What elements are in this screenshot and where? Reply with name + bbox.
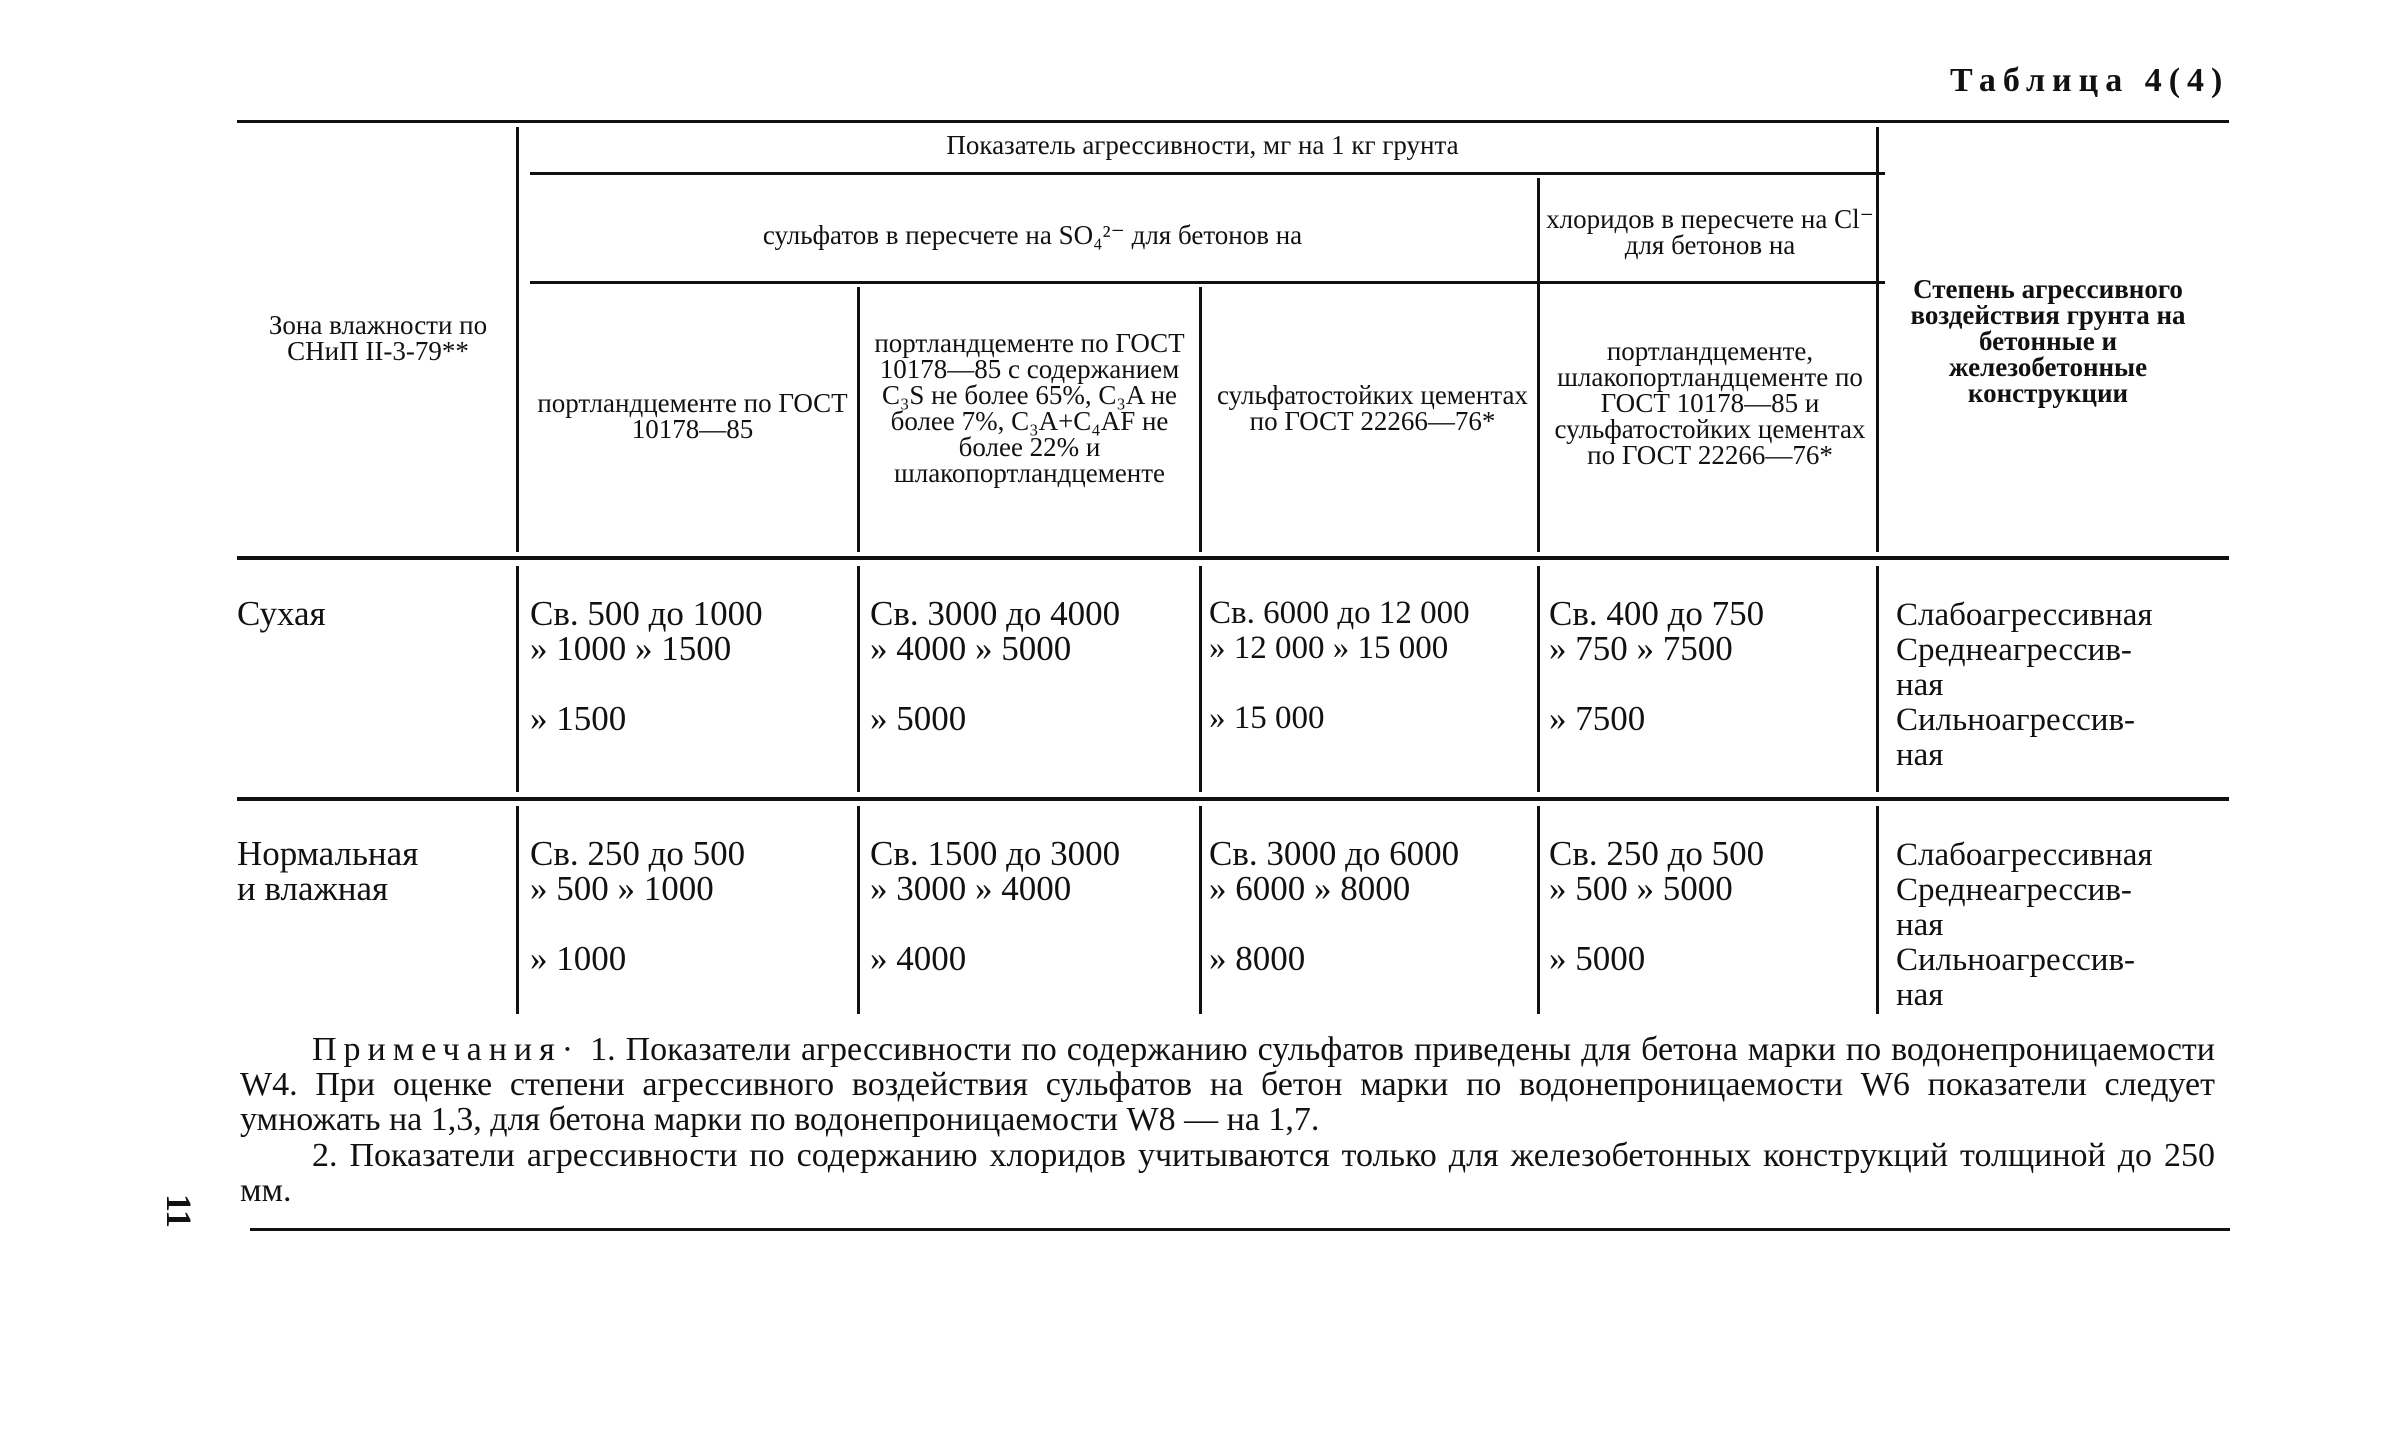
value-line: Св. 250 до 500 bbox=[530, 834, 746, 873]
header-indicator-group: Показатель агрессивности, мг на 1 кг грунта bbox=[946, 130, 1459, 160]
notes-paragraph-2 bbox=[240, 1138, 2215, 1208]
value-line: Св. 3000 до 6000 bbox=[1209, 834, 1460, 873]
value-line: » 5000 bbox=[870, 699, 967, 738]
value-line: » 5000 bbox=[1549, 939, 1646, 978]
zone-line: Нормальная bbox=[237, 834, 419, 873]
value-line: Св. 500 до 1000 bbox=[530, 594, 763, 633]
row2-c4 bbox=[1549, 836, 1764, 976]
value-line: » 8000 bbox=[1209, 939, 1306, 978]
header-bottom-rule bbox=[237, 556, 2229, 560]
row2-zone bbox=[237, 836, 418, 906]
value-line: Св. 3000 до 4000 bbox=[870, 594, 1121, 633]
row-separator-rule bbox=[237, 797, 2229, 801]
table-top-rule bbox=[237, 120, 2229, 123]
value-line: Св. 1500 до 3000 bbox=[870, 834, 1121, 873]
zone-line: и влажная bbox=[237, 869, 389, 908]
degree-line: Среднеагрессив- bbox=[1896, 872, 2132, 908]
value-line: » 12 000 » 15 000 bbox=[1209, 630, 1449, 666]
degree-line: ная bbox=[1896, 667, 1944, 703]
notes-label: Примечания· bbox=[312, 1031, 581, 1068]
col-rule-c3 bbox=[1199, 287, 1202, 552]
degree-line: Слабоагрессивная bbox=[1896, 837, 2153, 873]
row2-rule-2 bbox=[857, 806, 860, 1014]
zone-line: Сухая bbox=[237, 594, 326, 633]
row2-c3 bbox=[1209, 836, 1459, 976]
notes-paragraph-1 bbox=[240, 1032, 2215, 1137]
page-number: 11 bbox=[159, 1193, 200, 1229]
value-line: » 500 » 5000 bbox=[1549, 869, 1733, 908]
col-rule-c4 bbox=[1537, 178, 1540, 552]
note-1-text: 1. Показатели агрессивности по содержанию сульфатов приведены для бетона марки по водонепроницаемости W4. При оценке степени агрессивного воздействия сульфатов на бетон марки по водонепроницаемости W6 показатели следует умножать на 1,3, для бетона марки по водонепроницаемости W8 — на 1,7. bbox=[240, 1031, 2215, 1138]
row1-rule-2 bbox=[857, 566, 860, 792]
header-col-chlorides: портландцементе, шлакопортландцементе по ГОСТ 10178—85 и сульфатостойких цементах по ГОСТ 22266—76* bbox=[1554, 336, 1866, 470]
group-rule bbox=[530, 172, 1885, 175]
row1-rule-4 bbox=[1537, 566, 1540, 792]
degree-line: ная bbox=[1896, 737, 1944, 773]
header-col-portland-limited: портландцементе по ГОСТ 10178—85 с содержанием C₃S не более 65%, C₃A не более 7%, C₃A+C₄AF не более 22% и шлакопортландцементе bbox=[874, 328, 1185, 488]
row1-zone bbox=[237, 596, 326, 631]
degree-line: Слабоагрессивная bbox=[1896, 597, 2153, 633]
value-line: » 7500 bbox=[1549, 699, 1646, 738]
header-chlorides-group: хлоридов в пересчете на Cl⁻ для бетонов на bbox=[1546, 204, 1874, 260]
notes-bottom-rule bbox=[250, 1228, 2230, 1231]
header-degree: Степень агрессивного воздействия грунта на бетонные и железобетонные конструкции bbox=[1910, 274, 2186, 408]
col-rule-zone bbox=[516, 127, 519, 552]
header-zone: Зона влажности по СНиП II-3-79** bbox=[268, 310, 488, 366]
row1-rule-5 bbox=[1876, 566, 1879, 792]
col-rule-degree bbox=[1876, 127, 1879, 552]
value-line: Св. 6000 до 12 000 bbox=[1209, 595, 1470, 631]
row1-rule-3 bbox=[1199, 566, 1202, 792]
value-line: » 750 » 7500 bbox=[1549, 629, 1733, 668]
row1-c4 bbox=[1549, 596, 1764, 736]
row2-rule-4 bbox=[1537, 806, 1540, 1014]
value-line: » 500 » 1000 bbox=[530, 869, 714, 908]
value-line: Св. 250 до 500 bbox=[1549, 834, 1765, 873]
value-line: » 15 000 bbox=[1209, 700, 1325, 736]
subgroup-rule bbox=[530, 281, 1885, 284]
row2-c1 bbox=[530, 836, 745, 976]
header-col-portland: портландцементе по ГОСТ 10178—85 bbox=[537, 388, 848, 444]
degree-line: Сильноагрессив- bbox=[1896, 942, 2136, 978]
value-line: » 1000 » 1500 bbox=[530, 629, 732, 668]
row2-rule-1 bbox=[516, 806, 519, 1014]
row1-rule-1 bbox=[516, 566, 519, 792]
header-sulfates-group: сульфатов в пересчете на SO₄²⁻ для бетонов на bbox=[762, 220, 1303, 250]
row2-c2 bbox=[870, 836, 1120, 976]
row2-degree bbox=[1896, 838, 2153, 1013]
degree-line: Среднеагрессив- bbox=[1896, 632, 2132, 668]
value-line: Св. 400 до 750 bbox=[1549, 594, 1765, 633]
degree-line: ная bbox=[1896, 977, 1944, 1013]
row2-rule-3 bbox=[1199, 806, 1202, 1014]
row1-degree bbox=[1896, 598, 2153, 773]
header-col-sulfate-resistant: сульфатостойких цементах по ГОСТ 22266—76* bbox=[1217, 380, 1528, 436]
value-line: » 1000 bbox=[530, 939, 627, 978]
degree-line: Сильноагрессив- bbox=[1896, 702, 2136, 738]
value-line: » 4000 » 5000 bbox=[870, 629, 1072, 668]
value-line: » 6000 » 8000 bbox=[1209, 869, 1411, 908]
value-line: » 4000 bbox=[870, 939, 967, 978]
row1-c2 bbox=[870, 596, 1120, 736]
row1-c1 bbox=[530, 596, 763, 736]
col-rule-c2 bbox=[857, 287, 860, 552]
table-caption: Таблица 4(4) bbox=[1950, 62, 2230, 99]
degree-line: ная bbox=[1896, 907, 1944, 943]
row1-c3 bbox=[1209, 596, 1470, 736]
note-2-text: 2. Показатели агрессивности по содержанию хлоридов учитываются только для железобетонных конструкций толщиной до 250 мм. bbox=[240, 1137, 2215, 1209]
row2-rule-5 bbox=[1876, 806, 1879, 1014]
value-line: » 3000 » 4000 bbox=[870, 869, 1072, 908]
value-line: » 1500 bbox=[530, 699, 627, 738]
